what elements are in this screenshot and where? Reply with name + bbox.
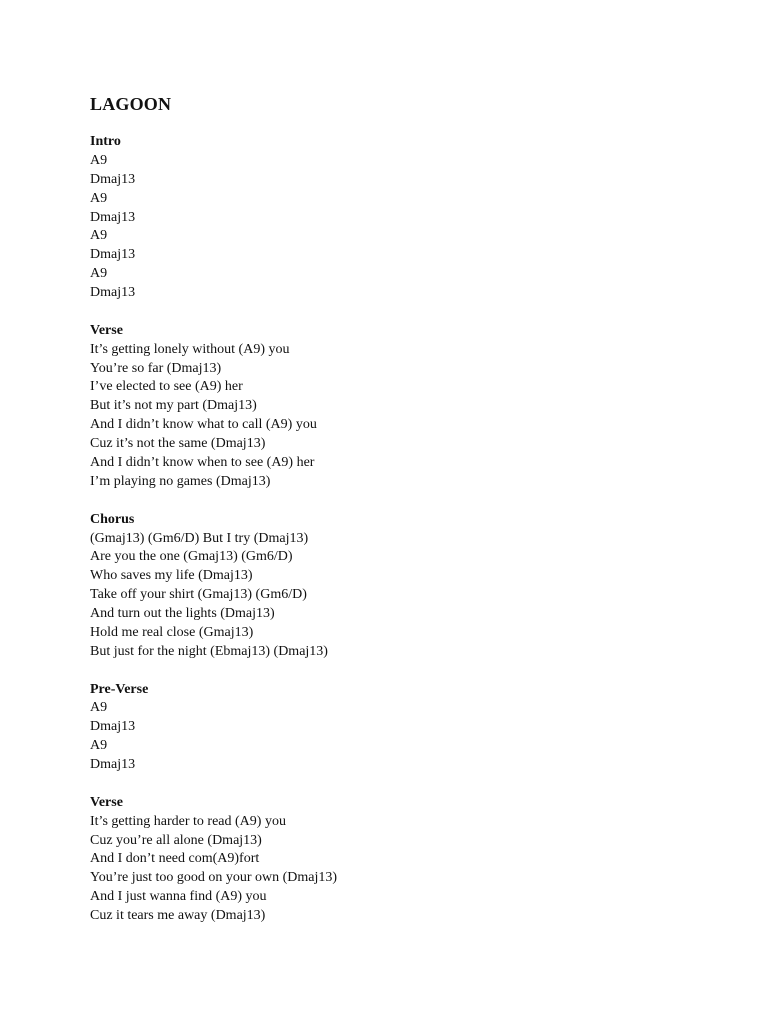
lyric-line: And turn out the lights (Dmaj13)	[90, 606, 275, 622]
section-intro	[90, 133, 710, 303]
lyric-line: Cuz it tears me away (Dmaj13)	[90, 908, 266, 924]
lyric-line: Dmaj13	[90, 171, 136, 187]
song-sections	[90, 133, 710, 926]
document-page	[90, 93, 710, 945]
lyric-line: Dmaj13	[90, 285, 136, 301]
lyric-line: Hold me real close (Gmaj13)	[90, 624, 254, 640]
lyric-line: A9	[90, 228, 108, 244]
section-heading: Verse	[90, 794, 123, 810]
lyric-line: Are you the one (Gmaj13) (Gm6/D)	[90, 549, 293, 565]
section-verse	[90, 794, 710, 926]
lyric-line: Take off your shirt (Gmaj13) (Gm6/D)	[90, 587, 307, 603]
lyric-line: Dmaj13	[90, 209, 136, 225]
lyric-line: But just for the night (Ebmaj13) (Dmaj13)	[90, 643, 328, 659]
lyric-line: I’ve elected to see (A9) her	[90, 379, 243, 395]
section-heading: Pre-Verse	[90, 681, 149, 697]
section-pre-verse	[90, 681, 710, 775]
lyric-line: It’s getting harder to read (A9) you	[90, 813, 286, 829]
lyric-line: A9	[90, 266, 108, 282]
lyric-line: Dmaj13	[90, 719, 136, 735]
lyric-line: Dmaj13	[90, 757, 136, 773]
song-title: LAGOON	[90, 94, 172, 114]
lyric-line: Who saves my life (Dmaj13)	[90, 568, 253, 584]
section-heading: Chorus	[90, 511, 135, 527]
lyric-line: A9	[90, 738, 108, 754]
lyric-line: But it’s not my part (Dmaj13)	[90, 398, 257, 414]
lyric-line: Dmaj13	[90, 247, 136, 263]
lyric-line: It’s getting lonely without (A9) you	[90, 341, 290, 357]
section-chorus	[90, 511, 710, 662]
lyric-line: You’re just too good on your own (Dmaj13)	[90, 870, 338, 886]
lyric-line: Cuz it’s not the same (Dmaj13)	[90, 436, 266, 452]
section-heading: Intro	[90, 134, 121, 149]
lyric-line: A9	[90, 190, 108, 206]
lyric-line: (Gmaj13) (Gm6/D) But I try (Dmaj13)	[90, 530, 309, 546]
lyric-line: A9	[90, 700, 108, 716]
lyric-line: And I didn’t know what to call (A9) you	[90, 417, 317, 433]
lyric-line: And I don’t need com(A9)fort	[90, 851, 260, 867]
lyric-line: And I didn’t know when to see (A9) her	[90, 455, 315, 471]
lyric-line: You’re so far (Dmaj13)	[90, 360, 222, 376]
lyric-line: I’m playing no games (Dmaj13)	[90, 473, 271, 489]
lyric-line: And I just wanna find (A9) you	[90, 889, 267, 905]
lyric-line: Cuz you’re all alone (Dmaj13)	[90, 832, 262, 848]
section-heading: Verse	[90, 322, 123, 338]
lyric-line: A9	[90, 152, 108, 168]
section-verse	[90, 322, 710, 492]
